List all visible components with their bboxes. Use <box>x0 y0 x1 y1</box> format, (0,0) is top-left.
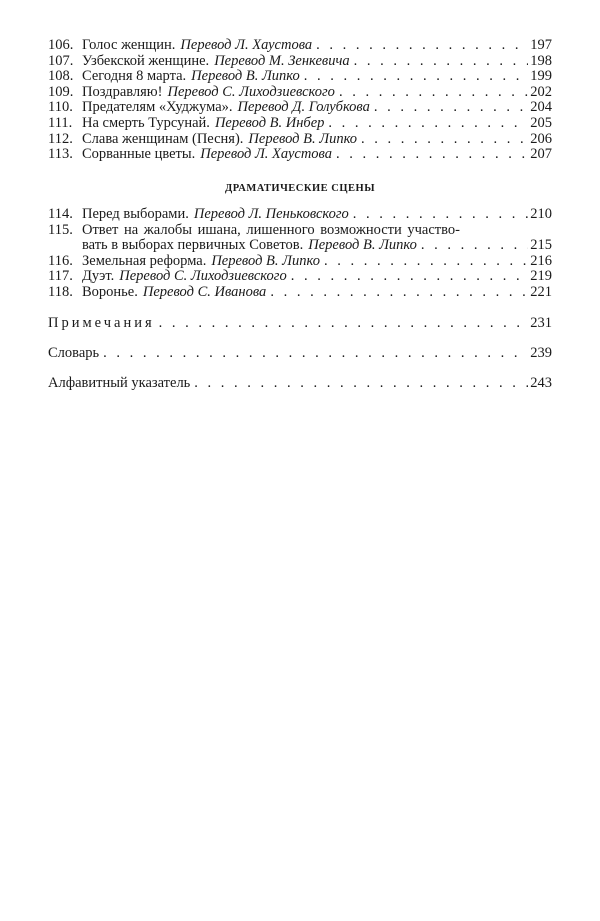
toc-entry <box>48 132 552 148</box>
section-heading: ДРАМАТИЧЕСКИЕ СЦЕНЫ <box>224 183 376 194</box>
dot-leader <box>304 69 528 85</box>
toc-entry <box>48 269 552 285</box>
entry-number: 106. <box>48 37 74 53</box>
entry-number: 111. <box>48 114 73 131</box>
dot-leader <box>421 238 528 254</box>
entry-translator: Перевод В. Инбер <box>214 114 325 131</box>
toc-entry <box>48 85 552 101</box>
entry-number: 107. <box>48 52 74 69</box>
toc-entry <box>48 116 552 132</box>
entry-title: Предателям «Худжума». <box>82 99 233 116</box>
entry-translator: Перевод В. Липко <box>191 68 300 85</box>
toc-list-scenes <box>48 207 552 301</box>
entry-title: Воронье. <box>82 283 138 300</box>
dot-leader <box>159 316 529 332</box>
entry-translator: Перевод С. Иванова <box>142 283 267 300</box>
entry-title: Алфавитный указатель <box>48 374 191 391</box>
entry-page: 219 <box>530 268 552 285</box>
entry-page: 197 <box>530 37 552 53</box>
entry-number: 112. <box>48 130 73 147</box>
entry-number: 114. <box>48 206 73 222</box>
dot-leader <box>316 38 528 54</box>
entry-page: 204 <box>530 99 552 116</box>
dot-leader <box>194 376 528 392</box>
entry-page: 210 <box>530 206 552 222</box>
dot-leader <box>336 147 528 163</box>
entry-page: 206 <box>530 130 552 147</box>
toc-entry <box>48 223 552 239</box>
entry-page: 199 <box>530 68 552 85</box>
entry-translator: Перевод В. Липко <box>308 237 417 254</box>
dot-leader <box>291 269 529 285</box>
entry-number: 118. <box>48 283 73 300</box>
entry-number: 116. <box>48 252 73 269</box>
toc-entry-index <box>48 376 552 392</box>
entry-title: Сегодня 8 марта. <box>82 68 187 85</box>
toc-entry <box>48 100 552 116</box>
entry-translator: Перевод В. Липко <box>211 252 320 269</box>
dot-leader <box>103 346 528 362</box>
entry-page: 243 <box>530 374 552 391</box>
dot-leader <box>339 85 528 101</box>
entry-page: 216 <box>530 252 552 269</box>
entry-page: 215 <box>530 237 552 254</box>
entry-translator: Перевод В. Липко <box>248 130 358 147</box>
dot-leader <box>354 54 529 70</box>
entry-number: 109. <box>48 83 74 100</box>
entry-number: 108. <box>48 68 74 85</box>
toc-entry-notes <box>48 316 552 332</box>
entry-page: 221 <box>530 283 552 300</box>
entry-translator: Перевод Л. Хаустова <box>180 37 313 53</box>
entry-page: 202 <box>530 83 552 100</box>
entry-title: Узбекской женщине. <box>82 52 210 69</box>
entry-title: Ответ на жалобы ишана, лишенного возможности участво- <box>82 221 460 238</box>
entry-title-continued: вать в выборах первичных Советов. <box>82 237 304 254</box>
entry-number: 117. <box>48 268 73 285</box>
toc-entry-continuation <box>48 238 552 254</box>
entry-title: Словарь <box>48 344 100 361</box>
entry-number: 115. <box>48 221 73 238</box>
entry-number: 113. <box>48 146 73 163</box>
entry-translator: Перевод Л. Хаустова <box>200 146 332 163</box>
entry-translator: Перевод Л. Пеньковского <box>193 206 349 222</box>
entry-title: Голос женщин. <box>82 37 176 53</box>
dot-leader <box>270 285 528 301</box>
entry-number: 110. <box>48 99 73 116</box>
entry-title: Сорванные цветы. <box>82 146 196 163</box>
toc-back-matter <box>48 316 552 392</box>
toc-entry <box>48 147 552 163</box>
entry-title: Поздравляю! <box>82 83 163 100</box>
entry-translator: Перевод С. Лиходзиевского <box>119 268 287 285</box>
entry-page: 198 <box>530 52 552 69</box>
entry-page: 207 <box>530 146 552 163</box>
entry-title: Дуэт. <box>82 268 115 285</box>
entry-title: Земельная реформа. <box>82 252 207 269</box>
entry-page: 205 <box>530 114 552 131</box>
entry-translator: Перевод С. Лиходзиевского <box>167 83 335 100</box>
dot-leader <box>324 254 528 270</box>
entry-page: 231 <box>530 315 552 331</box>
toc-entry-glossary <box>48 346 552 362</box>
entry-translator: Перевод М. Зенкевича <box>214 52 350 69</box>
toc-entry <box>48 54 552 70</box>
dot-leader <box>374 100 528 116</box>
toc-entry <box>48 254 552 270</box>
dot-leader <box>361 132 528 148</box>
entry-translator: Перевод Д. Голубкова <box>237 99 370 116</box>
dot-leader <box>353 207 528 223</box>
entry-page: 239 <box>530 344 552 361</box>
entry-title: На смерть Турсунай. <box>82 114 210 131</box>
toc-entry <box>48 207 552 223</box>
entry-title: Перед выборами. <box>82 206 189 222</box>
toc-entry <box>48 38 552 54</box>
toc-list-poems <box>48 38 552 163</box>
entry-title: Слава женщинам (Песня). <box>82 130 244 147</box>
dot-leader <box>328 116 528 132</box>
toc-entry <box>48 69 552 85</box>
entry-title: Примечания <box>48 315 155 331</box>
toc-entry <box>48 285 552 301</box>
